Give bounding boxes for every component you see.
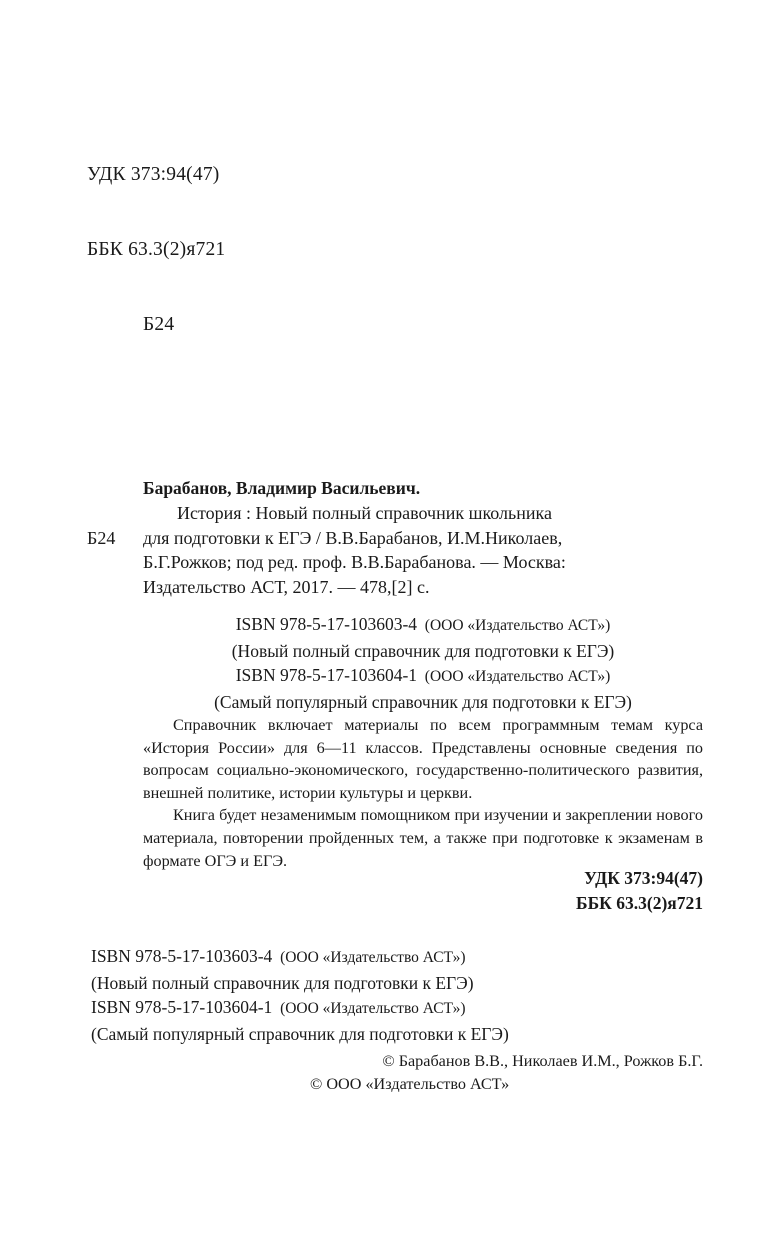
classification-block-repeat	[303, 866, 703, 915]
isbn-series-primary: (Новый полный справочник для подготовки к ЕГЭ)	[231, 640, 615, 661]
annotation-paragraph-1: Справочник включает материалы по всем программным темам курса «История России» для 6—11 классов. Представлены основные сведения по вопросам социально-экономического, государственно-политического развития, внешней политике, истории культуры и церкви.	[143, 716, 703, 802]
copyright-publisher: © ООО «Издательство АСТ»	[310, 1075, 510, 1093]
udk-index-repeat: УДК 373:94(47)	[584, 868, 703, 888]
isbn-line-secondary	[143, 663, 703, 690]
copyright-block	[303, 1050, 703, 1096]
bbk-index-repeat: ББК 63.3(2)я721	[576, 892, 703, 913]
isbn-line-primary	[143, 612, 703, 639]
isbn-block-lower	[91, 944, 711, 1046]
isbn-lower-line-secondary	[91, 995, 711, 1022]
bibliographic-description	[143, 501, 703, 599]
classification-block-top	[87, 112, 225, 387]
author-mark-top: Б24	[143, 314, 175, 335]
bibliographic-record	[87, 476, 703, 599]
bib-line-2: для подготовки к ЕГЭ / В.В.Барабанов, И.М.Николаев,	[143, 527, 563, 548]
bbk-index-top: ББК 63.3(2)я721	[87, 239, 226, 260]
annotation-paragraph-2: Книга будет незаменимым помощником при изучении и закреплении нового материала, повторении пройденных тем, а также при подготовке к экзаменам в формате ОГЭ и ЕГЭ.	[143, 806, 703, 870]
bib-line-4: Издательство АСТ, 2017. — 478,[2] с.	[143, 576, 430, 597]
annotation-block	[143, 714, 703, 872]
bibliographic-body	[87, 501, 703, 599]
isbn-lower-number-primary: ISBN 978-5-17-103603-4	[91, 946, 273, 966]
isbn-lower-series-secondary: (Самый популярный справочник для подготовки к ЕГЭ)	[91, 1023, 509, 1044]
isbn-lower-number-secondary: ISBN 978-5-17-103604-1	[91, 997, 273, 1018]
bib-line-3: Б.Г.Рожков; под ред. проф. В.В.Барабанова. — Москва:	[143, 552, 566, 573]
shelf-mark: Б24	[87, 528, 116, 548]
bib-line-1: История : Новый полный справочник школьника	[177, 503, 552, 523]
isbn-number-secondary: ISBN 978-5-17-103604-1	[235, 665, 418, 685]
isbn-series-secondary: (Самый популярный справочник для подготовки к ЕГЭ)	[214, 691, 632, 712]
author-heading: Барабанов, Владимир Васильевич.	[143, 478, 421, 498]
udk-index-top: УДК 373:94(47)	[87, 164, 220, 185]
isbn-block-center	[143, 612, 703, 714]
isbn-publisher-secondary: (ООО «Издательство АСТ»)	[417, 668, 611, 685]
isbn-publisher-primary: (ООО «Издательство АСТ»)	[417, 617, 611, 634]
isbn-number-primary: ISBN 978-5-17-103603-4	[235, 614, 418, 634]
isbn-lower-publisher-primary: (ООО «Издательство АСТ»)	[272, 949, 466, 966]
isbn-lower-publisher-secondary: (ООО «Издательство АСТ»)	[272, 1000, 466, 1018]
isbn-lower-line-primary	[91, 944, 711, 971]
isbn-lower-series-primary: (Новый полный справочник для подготовки к ЕГЭ)	[91, 972, 474, 993]
copyright-authors: © Барабанов В.В., Николаев И.М., Рожков Б.Г.	[382, 1052, 703, 1070]
